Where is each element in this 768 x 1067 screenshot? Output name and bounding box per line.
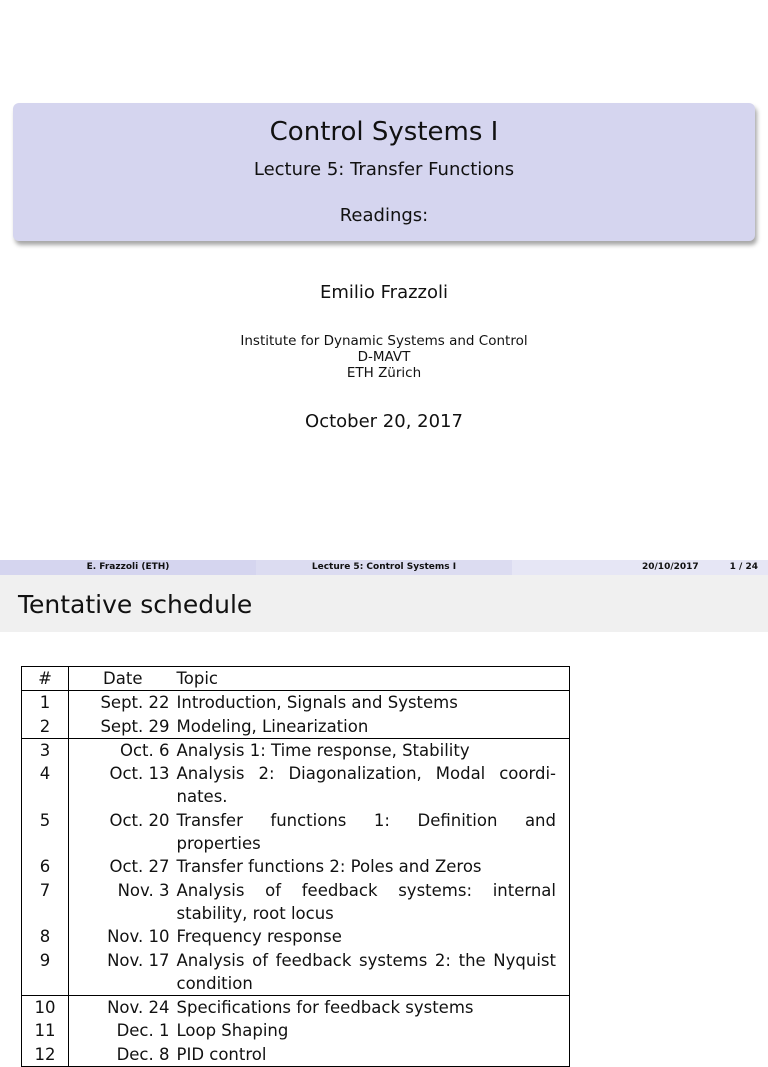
row-topic: Analysis of feedback systems: internal stability, root locus <box>176 880 556 923</box>
row-topic: Transfer functions 1: Definition and properties <box>176 810 556 854</box>
author-name: Emilio Frazzoli <box>319 282 449 303</box>
table-row <box>22 715 570 739</box>
row-date: Nov. 10 <box>107 927 170 947</box>
row-date: Sept. 22 <box>69 691 177 715</box>
row-number: 4 <box>22 762 69 809</box>
row-number: 10 <box>22 996 69 1020</box>
footer-right <box>512 560 768 575</box>
row-date: Oct. 13 <box>109 764 170 784</box>
institute-line: ETH Zürich <box>346 365 422 381</box>
footer-page-number: 1 / 24 <box>729 562 758 572</box>
table-row <box>22 996 570 1020</box>
row-number: 3 <box>22 738 69 762</box>
footer-bar <box>0 560 768 575</box>
footer-author: E. Frazzoli (ETH) <box>0 560 256 575</box>
row-number: 2 <box>22 715 69 739</box>
lecture-title: Control Systems I <box>269 117 499 147</box>
row-number: 5 <box>22 809 69 856</box>
table-row <box>22 1019 570 1042</box>
frame-title: Tentative schedule <box>18 590 253 619</box>
row-date: Nov. 3 <box>117 880 170 900</box>
row-date: Dec. 1 <box>116 1021 170 1041</box>
table-row <box>22 738 570 762</box>
row-number: 9 <box>22 949 69 996</box>
footer-date: 20/10/2017 <box>642 562 699 572</box>
table-row <box>22 691 570 715</box>
row-topic: Specifications for feedback systems <box>177 996 570 1020</box>
institute-block <box>0 333 768 381</box>
row-number: 1 <box>22 691 69 715</box>
row-number: 12 <box>22 1043 69 1067</box>
header-number: # <box>22 667 69 691</box>
row-topic: Introduction, Signals and Systems <box>177 691 570 715</box>
table-row <box>22 879 570 926</box>
institute-line: D-MAVT <box>357 349 411 365</box>
lecture-date: October 20, 2017 <box>305 411 463 432</box>
row-topic: PID control <box>176 1044 267 1064</box>
title-block <box>13 103 755 241</box>
institute-line: Institute for Dynamic Systems and Control <box>240 333 528 349</box>
row-date: Oct. 20 <box>109 810 170 830</box>
table-row <box>22 809 570 856</box>
row-topic: Transfer functions 2: Poles and Zeros <box>176 857 482 877</box>
row-topic: Analysis 1: Time response, Stability <box>177 738 570 762</box>
table-row <box>22 925 570 948</box>
row-topic: Analysis 2: Diagonalization, Modal coordi-nates. <box>176 764 556 807</box>
row-topic: Analysis of feedback systems 2: the Nyquist condition <box>176 950 556 993</box>
schedule-table <box>21 666 570 1067</box>
row-number: 7 <box>22 879 69 926</box>
table-header-row <box>22 667 570 691</box>
table-row <box>22 1043 570 1067</box>
footer-lecture: Lecture 5: Control Systems I <box>256 560 512 575</box>
row-topic: Loop Shaping <box>176 1021 289 1041</box>
row-date: Nov. 17 <box>107 950 170 970</box>
table-row <box>22 855 570 878</box>
table-row <box>22 762 570 809</box>
row-topic: Modeling, Linearization <box>176 716 369 736</box>
row-number: 8 <box>22 925 69 948</box>
readings-label: Readings: <box>339 205 429 226</box>
header-date: Date <box>103 669 143 688</box>
row-date: Dec. 8 <box>116 1044 170 1064</box>
row-number: 6 <box>22 855 69 878</box>
row-topic: Frequency response <box>176 927 342 947</box>
header-topic: Topic <box>176 669 218 688</box>
row-number: 11 <box>22 1019 69 1042</box>
table-row <box>22 949 570 996</box>
row-date: Nov. 24 <box>69 996 177 1020</box>
lecture-subtitle: Lecture 5: Transfer Functions <box>253 159 515 180</box>
row-date: Sept. 29 <box>100 716 170 736</box>
row-date: Oct. 27 <box>109 857 170 877</box>
row-date: Oct. 6 <box>69 738 177 762</box>
